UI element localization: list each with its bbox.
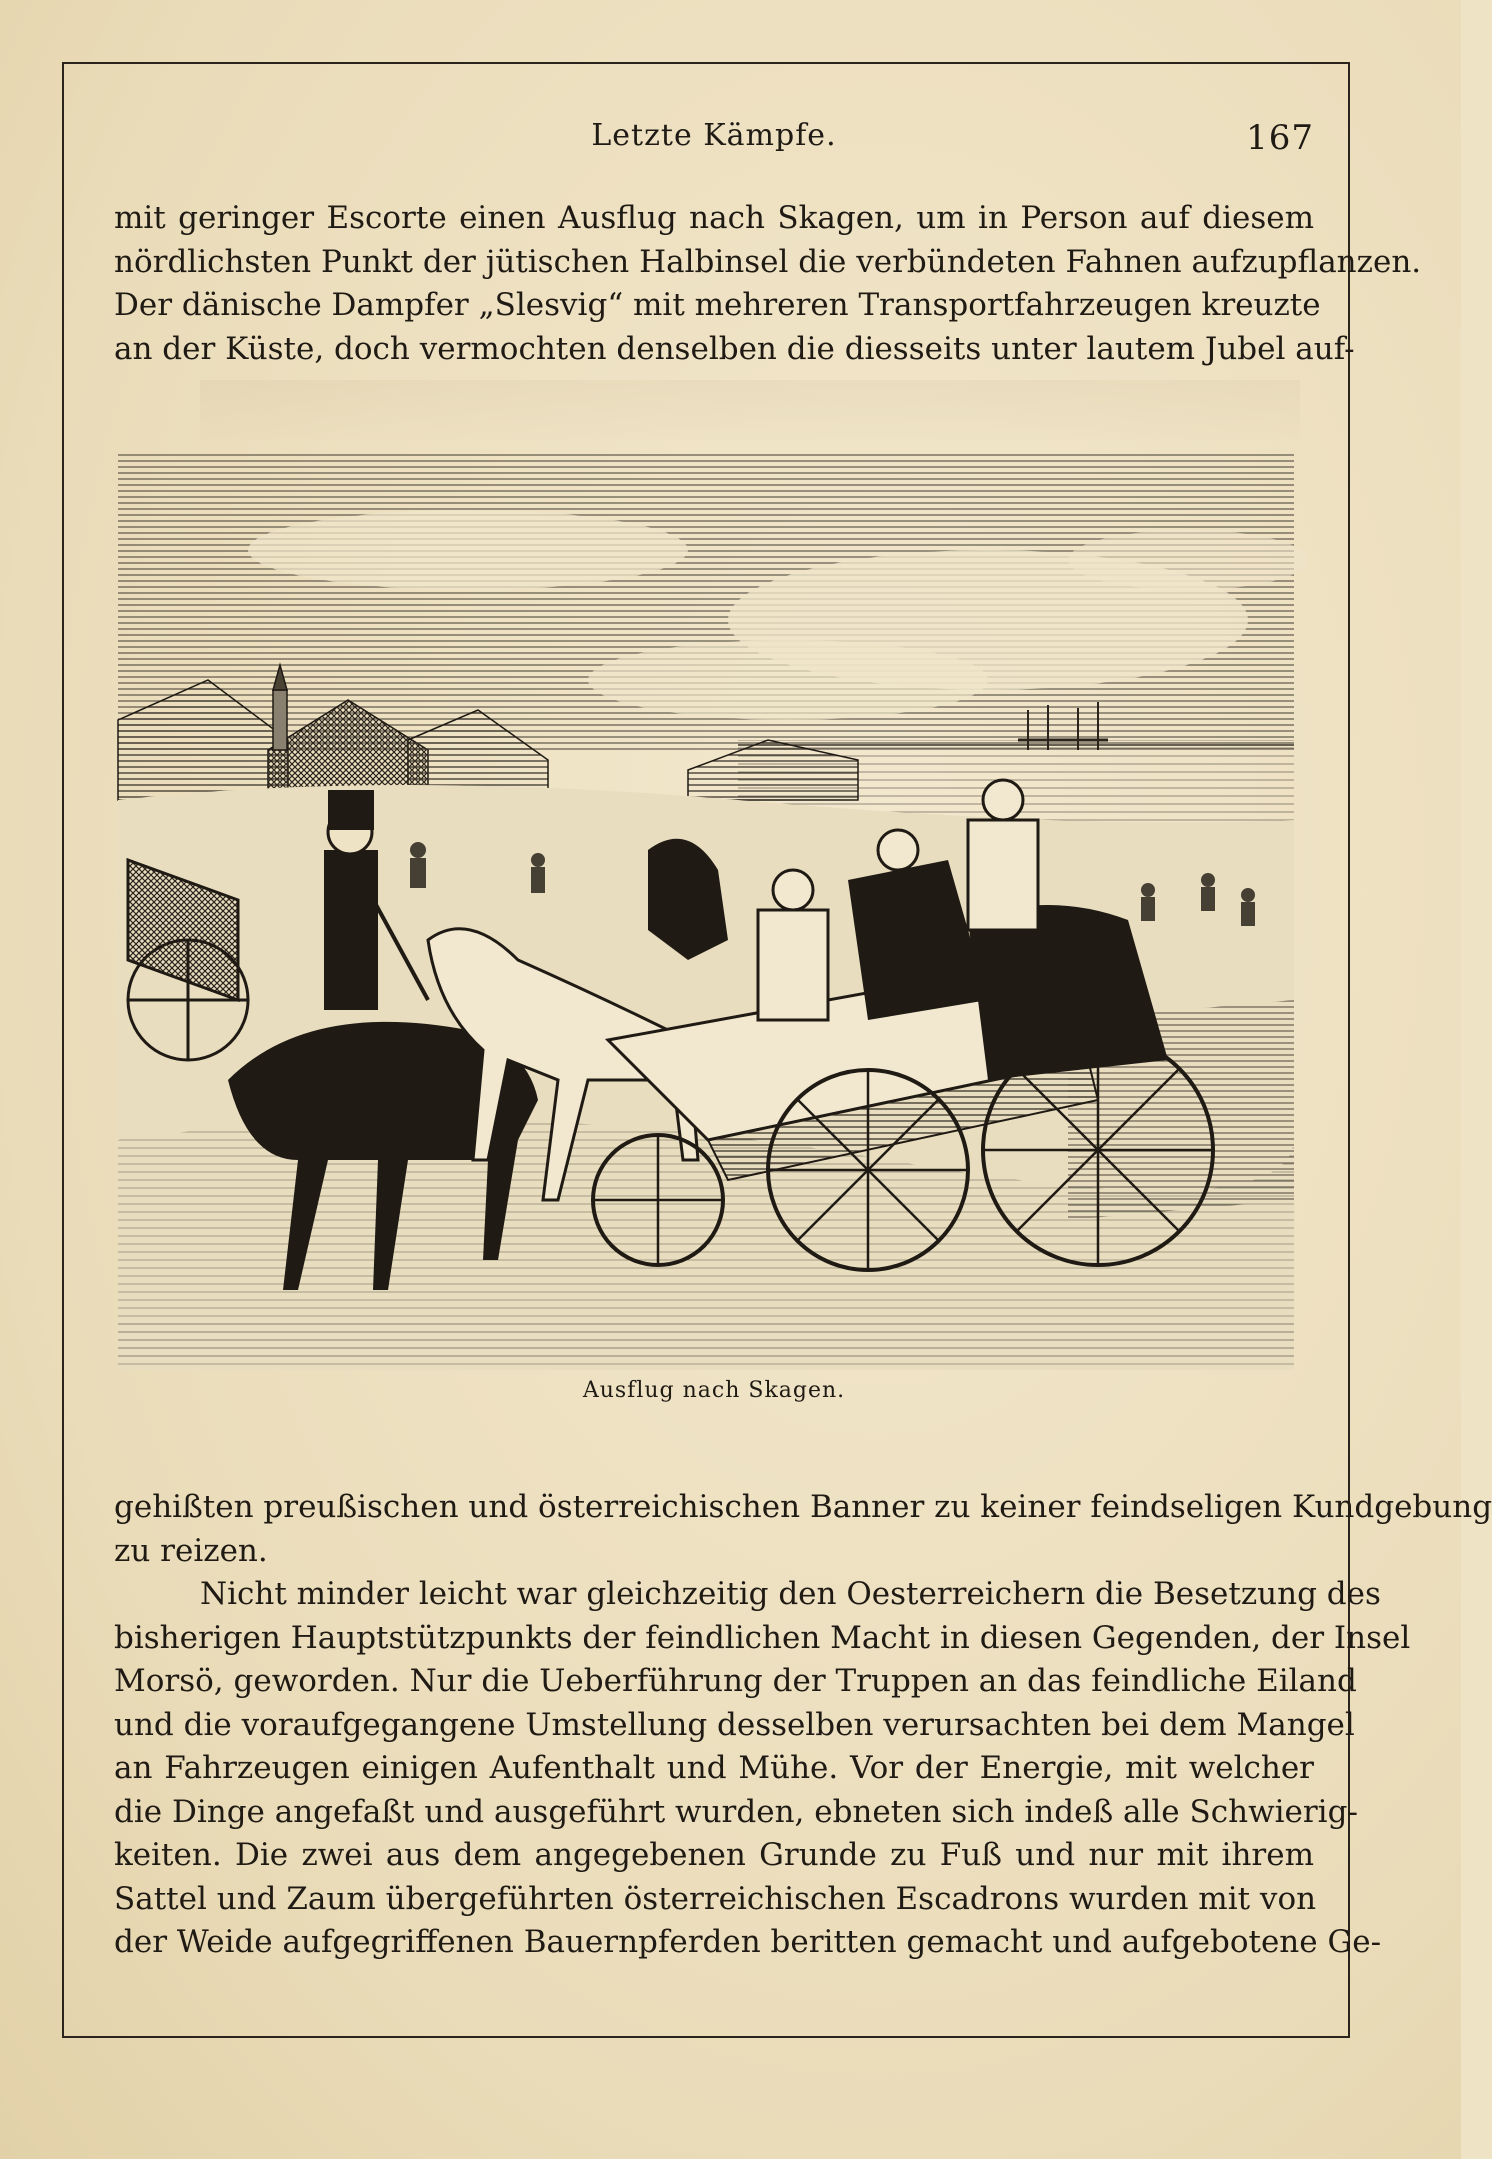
- illustration-caption: Ausflug nach Skagen.: [582, 1378, 846, 1403]
- text-line: zu reizen.: [114, 1532, 268, 1569]
- running-head: Letzte Kämpfe.: [591, 118, 837, 153]
- text-line: der Weide aufgegriffenen Bauernpferden beritten gemacht und aufgebotene Ge-: [114, 1924, 1382, 1960]
- engraving-illustration: [88, 440, 1324, 1370]
- page-header: [114, 118, 1314, 168]
- text-line: und die voraufgegangene Umstellung desselben verursachten bei dem Mangel: [114, 1706, 1355, 1743]
- foreground: [118, 1320, 1294, 1360]
- text-line: Der dänische Dampfer „Slesvig“ mit mehreren Transportfahrzeugen kreuzte: [114, 287, 1321, 323]
- text-line: bisherigen Hauptstützpunkts der feindlichen Macht in diesen Gegenden, der Insel: [114, 1619, 1411, 1656]
- bottom-text: [114, 1486, 1492, 1965]
- text-line: Sattel und Zaum übergeführten österreichischen Escadrons wurden mit von: [114, 1880, 1317, 1917]
- text-line: an der Küste, doch vermochten denselben die diesseits unter lautem Jubel auf-: [114, 330, 1355, 367]
- text-line: an Fahrzeugen einigen Aufenthalt und Mühe. Vor der Energie, mit welcher: [114, 1750, 1314, 1786]
- text-line: die Dinge angefaßt und ausgeführt wurden, ebneten sich indeß alle Schwierig-: [114, 1793, 1358, 1830]
- page-number: 167: [1246, 118, 1314, 158]
- top-paragraph: [114, 197, 1422, 371]
- text-line: mit geringer Escorte einen Ausflug nach Skagen, um in Person auf diesem: [114, 200, 1314, 236]
- sky: [118, 450, 1308, 750]
- text-line: keiten. Die zwei aus dem angegebenen Grunde zu Fuß und nur mit ihrem: [114, 1837, 1314, 1873]
- text-line: nördlichsten Punkt der jütischen Halbinsel die verbündeten Fahnen aufzupflanzen.: [114, 243, 1422, 280]
- text-line: Morsö, geworden. Nur die Ueberführung der Truppen an das feindliche Eiland: [114, 1663, 1357, 1699]
- text-line: gehißten preußischen und österreichischen Banner zu keiner feindseligen Kundgebung: [114, 1489, 1492, 1525]
- text-line: Nicht minder leicht war gleichzeitig den Oesterreichern die Besetzung des: [200, 1576, 1381, 1612]
